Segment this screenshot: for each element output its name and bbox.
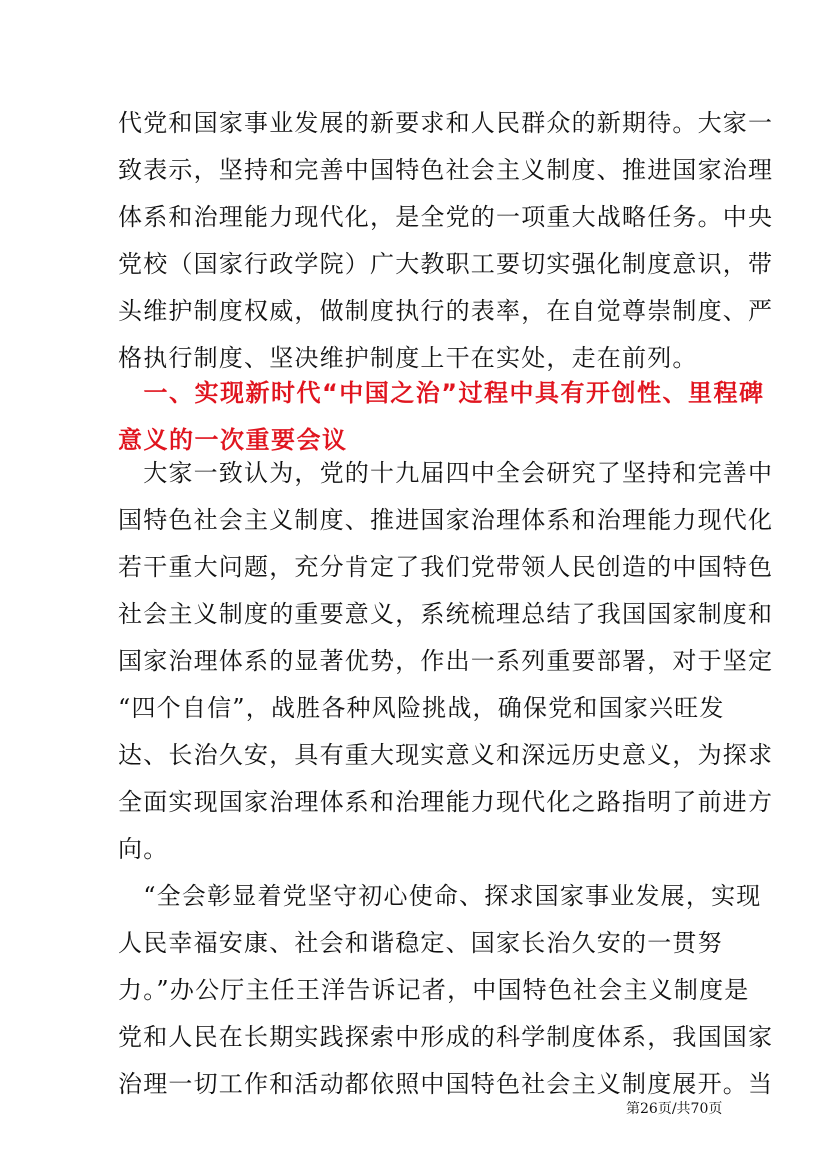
text-line: 党校（国家行政学院）广大教职工要切实强化制度意识，带 xyxy=(118,250,774,278)
text-line: 国特色社会主义制度、推进国家治理体系和治理能力现代化 xyxy=(118,506,774,534)
text-line: 社会主义制度的重要意义，系统梳理总结了我国国家制度和 xyxy=(118,600,774,628)
section-heading: 意义的一次重要会议 xyxy=(118,426,348,454)
page-number: 第26页/共70页 xyxy=(626,1101,723,1117)
text-line: “四个自信”，战胜各种风险挑战，确保党和国家兴旺发 xyxy=(118,694,725,722)
text-line: 头维护制度权威，做制度执行的表率，在自觉尊崇制度、严 xyxy=(118,297,774,325)
text-line: 若干重大问题，充分肯定了我们党带领人民创造的中国特色 xyxy=(118,553,774,581)
text-line: 达、长治久安，具有重大现实意义和深远历史意义，为探求 xyxy=(118,741,774,769)
text-line: 治理一切工作和活动都依照中国特色社会主义制度展开。当 xyxy=(118,1070,774,1098)
text-line: 大家一致认为，党的十九届四中全会研究了坚持和完善中 xyxy=(118,459,774,487)
text-line: 党和人民在长期实践探索中形成的科学制度体系，我国国家 xyxy=(118,1023,774,1051)
section-heading: 一、实现新时代“中国之治”过程中具有开创性、里程碑 xyxy=(118,379,765,407)
text-line: 代党和国家事业发展的新要求和人民群众的新期待。大家一 xyxy=(118,109,774,137)
text-line: 格执行制度、坚决维护制度上干在实处，走在前列。 xyxy=(118,344,698,372)
text-line: “全会彰显着党坚守初心使命、探求国家事业发展，实现 xyxy=(118,882,762,910)
text-line: 全面实现国家治理体系和治理能力现代化之路指明了前进方 xyxy=(118,788,774,816)
text-line: 致表示，坚持和完善中国特色社会主义制度、推进国家治理 xyxy=(118,156,774,184)
text-line: 向。 xyxy=(118,835,169,863)
text-line: 体系和治理能力现代化，是全党的一项重大战略任务。中央 xyxy=(118,203,774,231)
text-line: 国家治理体系的显著优势，作出一系列重要部署，对于坚定 xyxy=(118,647,774,675)
text-line: 人民幸福安康、社会和谐稳定、国家长治久安的一贯努 xyxy=(118,929,723,957)
text-line: 力。”办公厅主任王洋告诉记者，中国特色社会主义制度是 xyxy=(118,976,750,1004)
